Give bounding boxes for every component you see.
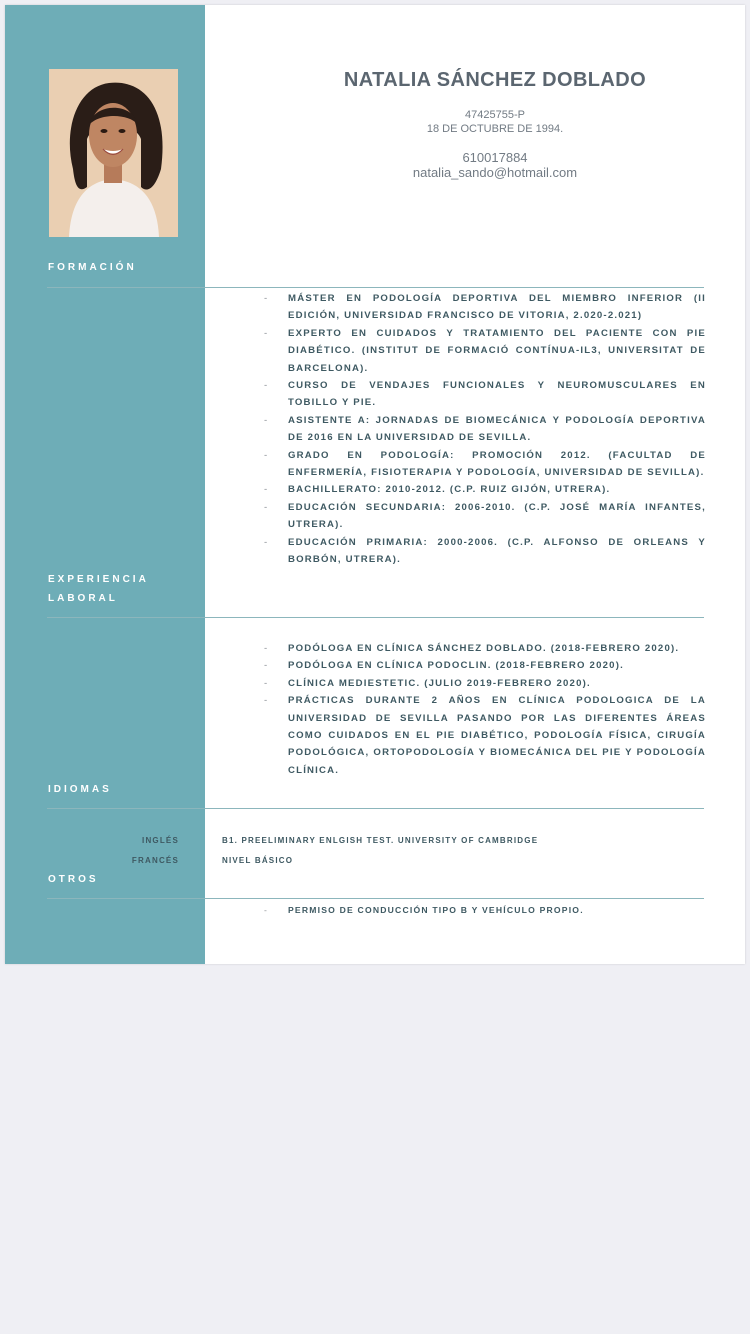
bullet-dash: -	[264, 380, 269, 392]
list-item: - PODÓLOGA EN CLÍNICA SÁNCHEZ DOBLADO. (2018-FEBRERO 2020).	[260, 640, 706, 657]
section-label-laboral: LABORAL	[48, 593, 118, 604]
candidate-name: NATALIA SÁNCHEZ DOBLADO	[343, 69, 647, 91]
list-item: - CURSO DE VENDAJES FUNCIONALES Y NEUROMUSCULARES EN TOBILLO Y PIE.	[260, 377, 706, 412]
id-number: 47425755-P	[465, 109, 525, 121]
list-item: - EDUCACIÓN PRIMARIA: 2000-2006. (C.P. ALFONSO DE ORLEANS Y BORBÓN, UTRERA).	[260, 534, 706, 569]
list-item: - EXPERTO EN CUIDADOS Y TRATAMIENTO DEL PACIENTE CON PIE DIABÉTICO. (INSTITUT DE FORMACIÓ CONTÍNUA-IL3, UNIVERSITAT DE BARCELONA).	[260, 325, 706, 377]
section-label-formacion: FORMACIÓN	[48, 262, 137, 273]
experiencia-list	[260, 640, 706, 779]
formacion-list	[260, 290, 706, 569]
bullet-dash: -	[264, 293, 269, 304]
profile-photo	[49, 69, 178, 237]
list-item: - ASISTENTE A: JORNADAS DE BIOMECÁNICA Y PODOLOGÍA DEPORTIVA DE 2016 EN LA UNIVERSIDAD DE SEVILLA.	[260, 412, 706, 447]
bullet-dash: -	[264, 501, 269, 513]
bullet-dash: -	[264, 643, 269, 654]
list-item: - GRADO EN PODOLOGÍA: PROMOCIÓN 2012. (FACULTAD DE ENFERMERÍA, FISIOTERAPIA Y PODOLOGÍA, UNIVERSIDAD DE SEVILLA).	[260, 447, 706, 482]
bullet-dash: -	[264, 905, 269, 915]
list-item: - CLÍNICA MEDIESTETIC. (JULIO 2019-FEBRERO 2020).	[260, 675, 706, 692]
language-level: B1. PREELIMINARY ENLGISH TEST. UNIVERSITY OF CAMBRIDGE	[222, 836, 539, 845]
bullet-dash: -	[264, 449, 269, 461]
language-name: FRANCÉS	[131, 856, 179, 865]
list-item: - PRÁCTICAS DURANTE 2 AÑOS EN CLÍNICA PODOLOGICA DE LA UNIVERSIDAD DE SEVILLA PASANDO POR LAS DIFERENTES ÁREAS COMO CUIDADOS EN EL PIE DIABÉTICO, PODOLOGÍA FÍSICA, CIRUGÍA PODOLÓGICA, ORTOPODOLOGÍA Y BIOMECÁNICA DEL PIE Y PODOLOGÍA CLÍNICA.	[260, 692, 706, 779]
cv-page	[5, 5, 745, 964]
bullet-dash: -	[264, 677, 269, 689]
list-item: - MÁSTER EN PODOLOGÍA DEPORTIVA DEL MIEMBRO INFERIOR (II EDICIÓN, UNIVERSIDAD FRANCISCO DE VITORIA, 2.020-2.021)	[260, 290, 706, 325]
email-address: natalia_sando@hotmail.com	[412, 165, 578, 180]
language-name: INGLÉS	[142, 836, 179, 845]
section-label-experiencia: EXPERIENCIA	[48, 574, 149, 585]
bullet-dash: -	[264, 484, 269, 496]
bullet-dash: -	[264, 695, 269, 707]
section-label-otros: OTROS	[48, 874, 99, 885]
birth-date: 18 DE OCTUBRE DE 1994.	[426, 123, 564, 135]
language-level: NIVEL BÁSICO	[222, 856, 294, 865]
list-item: - PODÓLOGA EN CLÍNICA PODOCLIN. (2018-FEBRERO 2020).	[260, 657, 706, 674]
divider	[47, 287, 704, 288]
bullet-dash: -	[264, 327, 269, 339]
bullet-dash: -	[264, 414, 269, 426]
list-item: - BACHILLERATO: 2010-2012. (C.P. RUIZ GIJÓN, UTRERA).	[260, 481, 706, 498]
divider	[47, 898, 704, 899]
bullet-dash: -	[264, 536, 269, 548]
divider	[47, 617, 704, 618]
bullet-dash: -	[264, 660, 269, 672]
list-item: - PERMISO DE CONDUCCIÓN TIPO B Y VEHÍCULO PROPIO.	[260, 902, 706, 919]
phone-number: 610017884	[462, 150, 528, 165]
otros-list	[260, 902, 706, 919]
section-label-idiomas: IDIOMAS	[48, 784, 112, 795]
list-item: - EDUCACIÓN SECUNDARIA: 2006-2010. (C.P. JOSÉ MARÍA INFANTES, UTRERA).	[260, 499, 706, 534]
divider	[47, 808, 704, 809]
